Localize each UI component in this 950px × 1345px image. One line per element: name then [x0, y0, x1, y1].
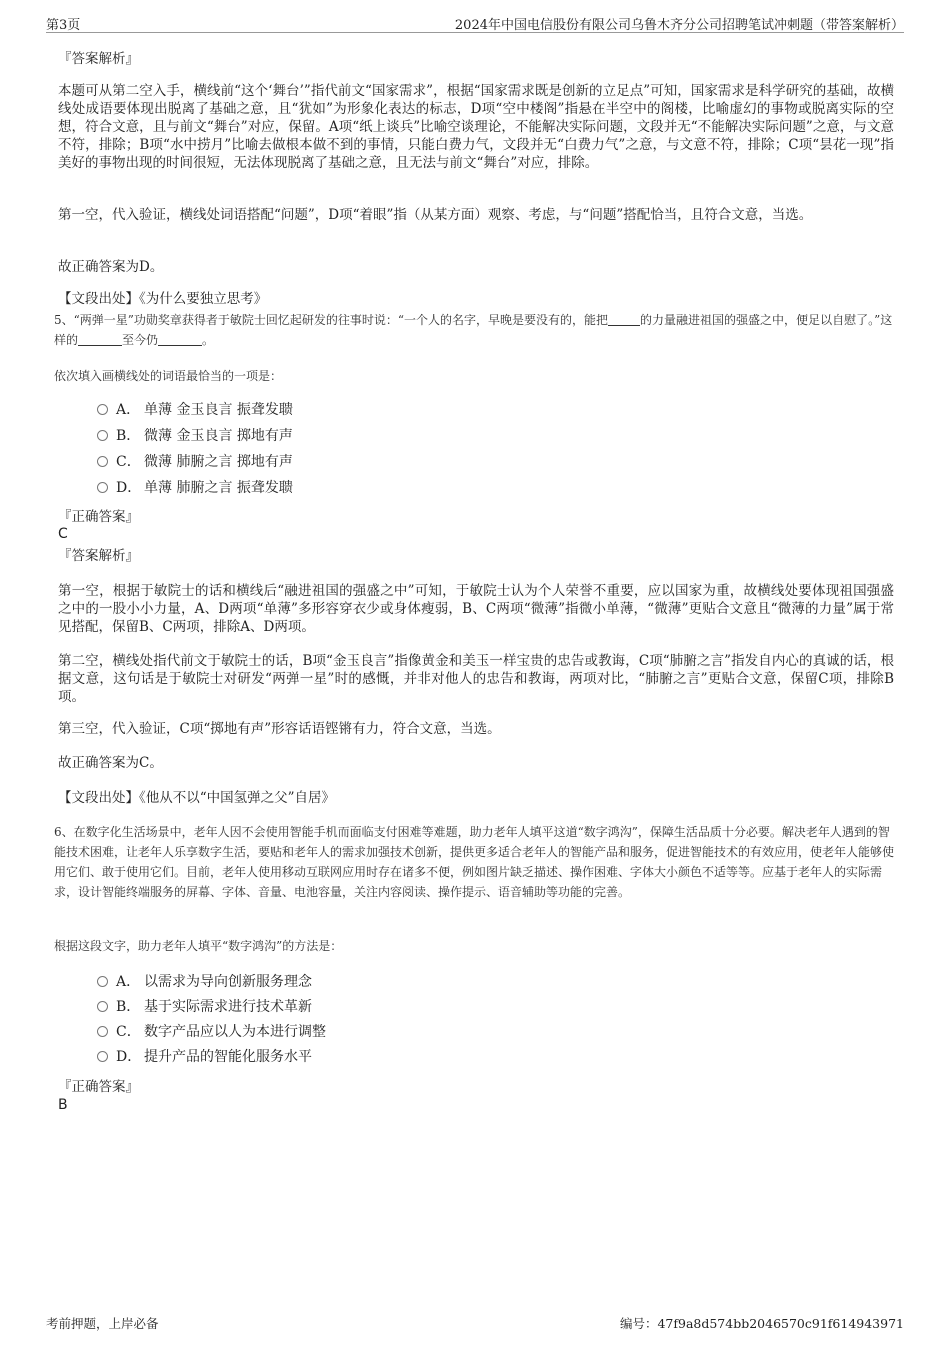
question-stem: 5、“两弹一星”功勋奖章获得者于敏院士回忆起研发的往事时说：“一个人的名字，早晚是要没有的，能把 的力量融进祖国的强盛之中，便足以自慰了。”这样的 至今仍 。: [54, 313, 893, 347]
answer: C: [58, 526, 68, 542]
analysis-label: 『答案解析』: [58, 548, 139, 564]
radio-icon[interactable]: [97, 430, 108, 441]
analysis-paragraph: 第一空，代入验证，横线处词语搭配“问题”，D项“着眼”指（从某方面）观察、考虑，与“问题”搭配恰当，且符合文意，当选。: [58, 207, 813, 223]
question-prompt: 依次填入画横线处的词语最恰当的一项是：: [54, 369, 283, 383]
option-b[interactable]: B． 微薄 金玉良言 掷地有声: [97, 426, 293, 446]
option-c[interactable]: C． 微薄 肺腑之言 掷地有声: [97, 452, 293, 472]
doc-id: 编号：47f9a8d574bb2046570c91f614943971: [619, 1316, 904, 1331]
footer-slogan: 考前押题，上岸必备: [46, 1316, 159, 1331]
answer-label: 『正确答案』: [58, 1079, 139, 1095]
radio-icon[interactable]: [97, 482, 108, 493]
radio-icon[interactable]: [97, 976, 108, 987]
analysis-label: 『答案解析』: [58, 51, 139, 67]
source: 【文段出处】《为什么要独立思考》: [58, 291, 268, 307]
analysis-paragraph: 第一空，根据于敏院士的话和横线后“融进祖国的强盛之中”可知，于敏院士认为个人荣誉不重要，应以国家为重，故横线处要体现祖国强盛之中的一股小小力量，A、D两项“单薄”多形容穿衣少或身体瘦弱，B、C两项“微薄”指微小单薄，“微薄”更贴合文意且“微薄的力量”属于常见搭配，保留B、C两项，排除A、D两项。: [58, 583, 894, 635]
radio-icon[interactable]: [97, 456, 108, 467]
source: 【文段出处】《他从不以“中国氢弹之父”自居》: [58, 790, 336, 806]
fill-blank: [78, 333, 122, 346]
option-d[interactable]: D． 单薄 肺腑之言 振聋发聩: [97, 478, 293, 498]
page-header: [46, 14, 904, 33]
question-prompt: 根据这段文字，助力老年人填平“数字鸿沟”的方法是：: [54, 939, 343, 953]
radio-icon[interactable]: [97, 1051, 108, 1062]
radio-icon[interactable]: [97, 1026, 108, 1037]
answer: B: [58, 1097, 68, 1113]
fill-blank: [608, 313, 640, 326]
question-stem: 6、在数字化生活场景中，老年人因不会使用智能手机而面临支付困难等难题，助力老年人填平这道“数字鸿沟”，保障生活品质十分必要。解决老年人遇到的智能技术困难，让老年人乐享数字生活，要贴和老年人的需求加强技术创新，提供更多适合老年人的智能产品和服务，促进智能技术的有效应用，使老年人能够使用它们、敢于使用它们。目前，老年人使用移动互联网应用时存在诸多不便，例如图片缺乏描述、操作困难、字体大小颜色不适等等。应基于老年人的实际需求，设计智能终端服务的屏幕、字体、音量、电池容量，关注内容阅读、操作提示、语音辅助等功能的完善。: [54, 825, 895, 899]
analysis-paragraph: 第三空，代入验证，C项“掷地有声”形容话语铿锵有力，符合文意，当选。: [58, 721, 501, 737]
conclusion: 故正确答案为C。: [58, 755, 163, 771]
doc-title: 2024年中国电信股份有限公司乌鲁木齐分公司招聘笔试冲刺题（带答案解析）: [454, 18, 904, 33]
answer-label: 『正确答案』: [58, 509, 139, 525]
radio-icon[interactable]: [97, 404, 108, 415]
analysis-paragraph: 本题可从第二空入手，横线前“这个‘舞台’”指代前文“国家需求”，根据“国家需求既是创新的立足点”可知，国家需求是科学研究的基础，故横线处成语要体现出脱离了基础之意，且“犹如”为形象化表达的标志，D项“空中楼阁”指悬在半空中的阁楼，比喻虚幻的事物或脱离实际的空想，符合文意，且与前文“舞台”对应，保留。A项“纸上谈兵”比喻空谈理论，不能解决实际问题，文段并无“不能解决实际问题”之意，与文意不符，排除；B项“水中捞月”比喻去做根本做不到的事情，只能白费力气，文段并无“白费力气”之意，与文意不符，排除；C项“昙花一现”指美好的事物出现的时间很短，无法体现脱离了基础之意，且无法与前文“舞台”对应，排除。: [58, 83, 894, 171]
radio-icon[interactable]: [97, 1001, 108, 1012]
option-d[interactable]: D． 提升产品的智能化服务水平: [97, 1047, 312, 1067]
page-number: 第3页: [46, 18, 81, 33]
analysis-paragraph: 第二空，横线处指代前文于敏院士的话，B项“金玉良言”指像黄金和美玉一样宝贵的忠告或教诲，C项“肺腑之言”指发自内心的真诚的话，根据文意，这句话是于敏院士对研发“两弹一星”时的感慨，并非对他人的忠告和教诲，两项对比，“肺腑之言”更贴合文意，保留C项，排除B项。: [58, 653, 894, 705]
conclusion: 故正确答案为D。: [58, 259, 164, 275]
fill-blank: [158, 333, 202, 346]
option-b[interactable]: B． 基于实际需求进行技术革新: [97, 997, 312, 1017]
option-a[interactable]: A． 单薄 金玉良言 振聋发聩: [97, 400, 293, 420]
option-c[interactable]: C． 数字产品应以人为本进行调整: [97, 1022, 326, 1042]
option-a[interactable]: A． 以需求为导向创新服务理念: [97, 972, 312, 992]
